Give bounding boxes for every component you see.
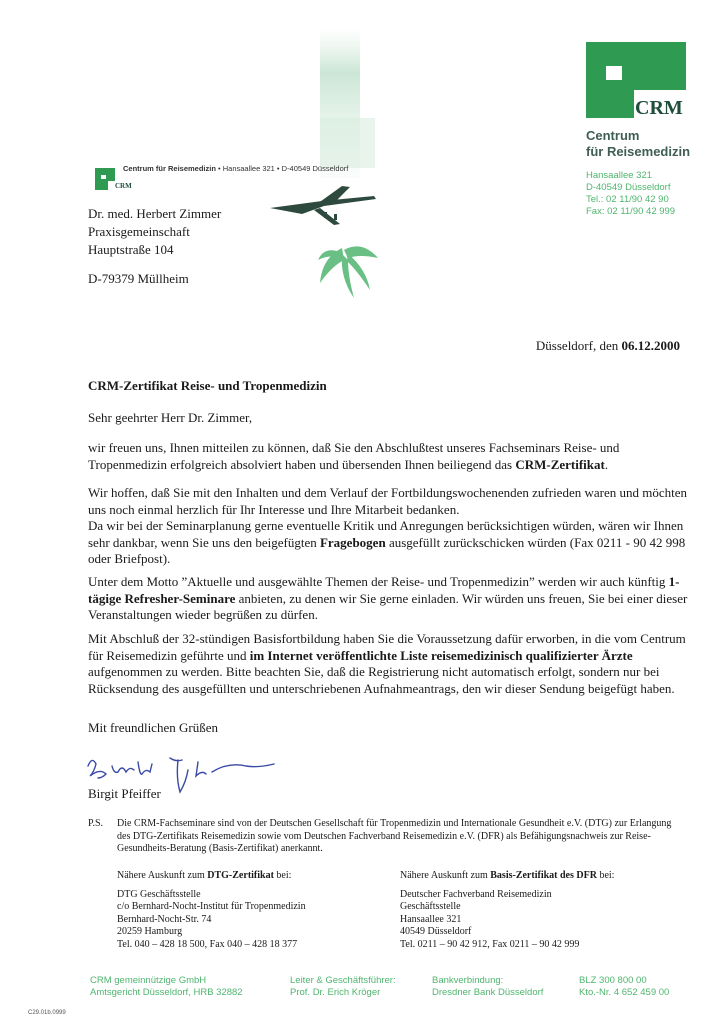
paragraph-emphasis: 1-tägige Refresher-Seminare (88, 574, 680, 606)
footer-line: Dresdner Bank Düsseldorf (432, 987, 544, 998)
contact-line: Hansaallee 321 (400, 913, 462, 925)
org-name (586, 128, 690, 160)
subject-line: CRM-Zertifikat Reise- und Tropenmedizin (88, 378, 327, 393)
contact-heading-emphasis: DTG-Zertifikat (207, 870, 274, 881)
salutation: Sehr geehrter Herr Dr. Zimmer, (88, 410, 253, 425)
paragraph-text: anbieten, zu denen wir Sie gerne einladen. Wir würden uns freuen, Sie bei einer dieser Veranstaltungen wieder begrüßen zu dürfen. (88, 590, 688, 622)
org-address-line: Hansaallee 321 (586, 170, 653, 181)
paragraph-text: Unter dem Motto ”Aktuelle und ausgewählte Themen der Reise- und Tropenmedizin” werden wir auch künftig (88, 574, 669, 589)
footer-line: Leiter & Geschäftsführer: (290, 975, 396, 986)
contact-line: c/o Bernhard-Nocht-Institut für Tropenmedizin (117, 901, 306, 912)
contact-heading (400, 870, 614, 883)
sender-address: • Hansaallee 321 • D-40549 Düsseldorf (215, 164, 349, 173)
recipient-practice: Praxisgemeinschaft (88, 224, 190, 239)
contact-line: Tel. 040 – 428 18 500, Fax 040 – 428 18 377 (117, 938, 298, 950)
form-code: C29.01b.0999 (28, 1010, 66, 1016)
footer-line: Bankverbindung: (432, 975, 504, 986)
date-place: Düsseldorf, den (535, 338, 622, 353)
recipient-city: D-79379 Müllheim (88, 271, 189, 286)
crm-logo (586, 42, 686, 118)
paragraph-text: Da wir bei der Seminarplanung gerne eventuelle Kritik und Anregungen berücksichtigen würden, wären wir Ihnen sehr dankbar, wenn Sie uns den beigefügten (88, 518, 684, 550)
letter-date: 06.12.2000 (621, 338, 680, 353)
footer-line: Amtsgericht Düsseldorf, HRB 32882 (90, 987, 243, 998)
small-logo-text: CRM (115, 182, 132, 190)
footer-line: BLZ 300 800 00 (579, 975, 647, 986)
footer-account (579, 975, 669, 999)
contact-line: DTG Geschäftsstelle (117, 888, 201, 900)
contact-line: Deutscher Fachverband Reisemedizin (400, 888, 552, 900)
signer-name: Birgit Pfeiffer (88, 786, 161, 801)
paragraph-text (88, 518, 688, 568)
contact-line: Bernhard-Nocht-Str. 74 (117, 913, 212, 925)
paragraph-emphasis: Fragebogen (319, 534, 386, 550)
footer-bank (432, 975, 543, 999)
paragraph-text: ausgefüllt zurückschicken würden (Fax 0211 - 90 42 998 oder Briefpost). (88, 534, 686, 566)
contact-heading-text: bei: (273, 870, 292, 881)
paragraph-text: aufgenommen zu werden. Bitte beachten Sie, daß die Registrierung nicht automatisch erfolgt, sondern nur bei Rücksendung des ausgefüllten und unterschriebenen Aufnahmeantrags, den wir dieser Sendung beigefügt haben. (88, 664, 675, 696)
date-line (500, 338, 680, 354)
contact-heading-text: Nähere Auskunft zum (117, 870, 208, 881)
recipient-address (88, 205, 221, 259)
org-phone: Tel.: 02 11/90 42 90 (586, 194, 669, 205)
airplane-palm-decoration (262, 28, 382, 328)
footer-line: CRM gemeinnützige GmbH (90, 975, 207, 986)
logo-text: CRM (635, 97, 683, 119)
paragraph-text: wir freuen uns, Ihnen mitteilen zu können, daß Sie den Abschlußtest unseres Fachseminars Reise- und Tropenmedizin erfolgreich absolviert haben und übersenden Ihnen beiliegend das (88, 440, 620, 472)
paragraph-emphasis: im Internet veröffentlichte Liste reisemedizinisch qualifizierter Ärzte (249, 647, 633, 663)
sender-name: Centrum für Reisemedizin (123, 164, 216, 173)
org-fax: Fax: 02 11/90 42 999 (586, 206, 676, 217)
contact-heading-text: bei: (596, 870, 615, 881)
recipient-name: Dr. med. Herbert Zimmer (88, 206, 222, 221)
dtg-contact (117, 870, 306, 951)
contact-heading-text: Nähere Auskunft zum (400, 870, 491, 881)
ps-label: P.S. (88, 818, 104, 829)
paragraph-text: . (604, 456, 609, 472)
footer-line: Kto.-Nr. 4 652 459 00 (579, 987, 670, 998)
closing: Mit freundlichen Grüßen (88, 720, 218, 735)
contact-heading (117, 870, 306, 883)
recipient-street: Hauptstraße 104 (88, 242, 174, 257)
paragraph-2 (88, 485, 688, 568)
contact-heading-emphasis: Basis-Zertifikat des DFR (490, 870, 597, 881)
paragraph-text: Wir hoffen, daß Sie mit den Inhalten und dem Verlauf der Fortbildungswochenenden zufrieden waren und möchten uns noch einmal herzlich für Ihr Interesse und Ihre Mitarbeit bedanken. (88, 485, 687, 517)
org-address (586, 170, 675, 218)
footer-company (90, 975, 243, 999)
contact-line: Geschäftsstelle (400, 901, 461, 912)
paragraph-3 (88, 574, 688, 624)
paragraph-1 (88, 440, 688, 473)
ps-text: Die CRM-Fachseminare sind von der Deutschen Gesellschaft für Tropenmedizin und Internationale Gesundheit e.V. (DTG) zur Erlangung des DTG-Zertifikats Reisemedizin sowie vom Deutschen Fachverband Reisemedizin e.V. (DFR) als Befähigungsnachweis zur Reise-Gesundheits-Beratung (Basis-Zertifikat) anerkannt. (117, 818, 672, 854)
footer-line: Prof. Dr. Erich Kröger (290, 987, 381, 998)
org-address-line: D-40549 Düsseldorf (586, 182, 671, 193)
dfr-contact (400, 870, 614, 951)
contact-line: 20259 Hamburg (117, 926, 183, 937)
footer-management (290, 975, 396, 999)
sender-line (123, 164, 348, 173)
org-name-line1: Centrum (586, 128, 640, 143)
org-name-line2: für Reisemedizin (586, 144, 691, 159)
paragraph-4 (88, 631, 688, 697)
contact-line: 40549 Düsseldorf (400, 926, 472, 937)
paragraph-text: Mit Abschluß der 32-stündigen Basisfortbildung haben Sie die Voraussetzung dafür erworben, in die vom Centrum für Reisemedizin geführte und (88, 631, 686, 663)
paragraph-emphasis: CRM-Zertifikat (515, 456, 605, 472)
contact-line: Tel. 0211 – 90 42 912, Fax 0211 – 90 42 999 (400, 938, 580, 950)
